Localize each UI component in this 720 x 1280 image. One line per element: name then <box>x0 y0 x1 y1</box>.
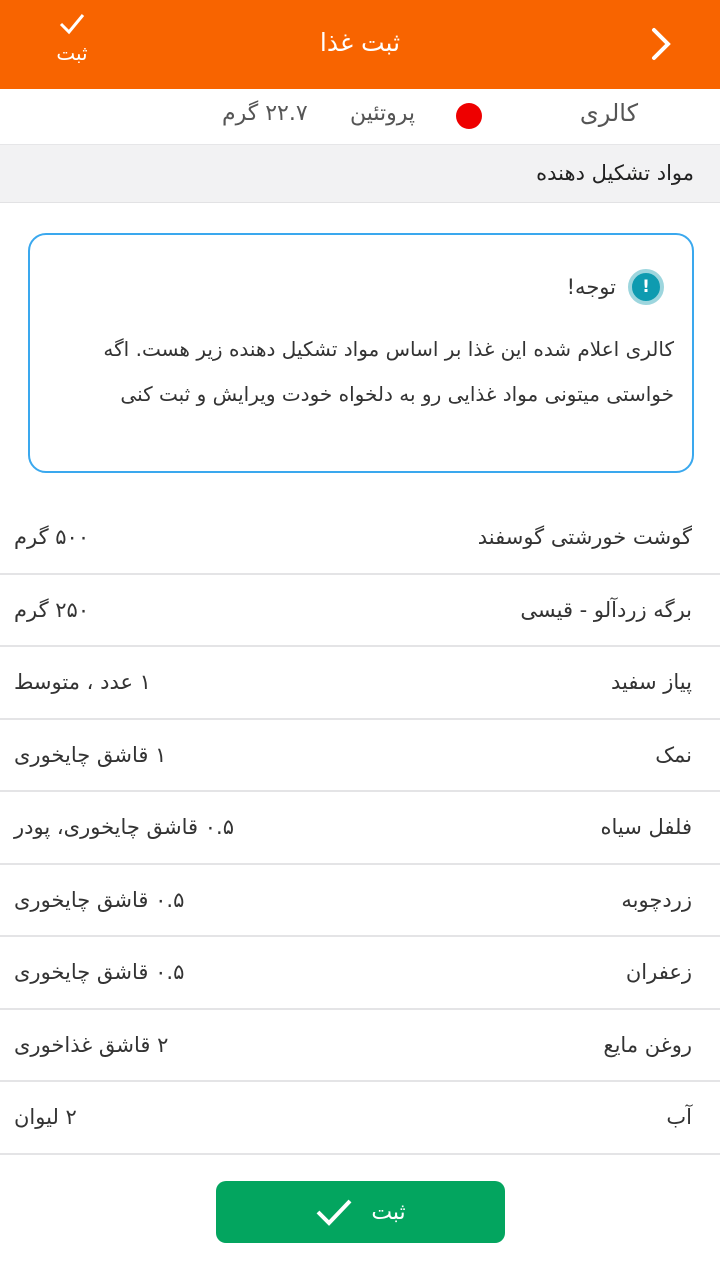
ingredient-name: گوشت خورشتی گوسفند <box>477 525 692 550</box>
calorie-label: کالری <box>579 99 638 127</box>
ingredient-amount: ۰.۵ قاشق چایخوری <box>14 960 185 985</box>
check-icon <box>315 1197 353 1227</box>
ingredient-name: زردچوبه <box>621 887 692 912</box>
ingredient-amount: ۰.۵ قاشق چایخوری، پودر <box>14 815 234 840</box>
ingredient-name: زعفران <box>625 960 692 985</box>
protein-color-dot <box>456 103 482 129</box>
ingredient-amount: ۵۰۰ گرم <box>14 525 90 550</box>
ingredient-name: برگه زردآلو - قیسی <box>520 597 692 622</box>
ingredient-name: پیاز سفید <box>611 670 692 695</box>
protein-label: پروتئین <box>350 101 416 126</box>
ingredient-name: روغن مایع <box>603 1032 692 1057</box>
nutrition-summary <box>0 89 720 145</box>
ingredient-row[interactable] <box>0 792 720 865</box>
ingredient-row[interactable] <box>0 647 720 720</box>
notice-box <box>28 233 694 473</box>
ingredient-amount: ۱ عدد ، متوسط <box>14 670 151 695</box>
check-icon <box>58 12 86 36</box>
header-save-button[interactable] <box>40 12 104 65</box>
submit-label: ثبت <box>371 1199 406 1225</box>
notice-body: کالری اعلام شده این غذا بر اساس مواد تشکیل دهنده زیر هست. اگه خواستی میتونی مواد غذایی رو به دلخواه خودت ویرایش و ثبت کنی <box>103 337 674 406</box>
header-save-label: ثبت <box>56 41 88 65</box>
ingredient-row[interactable] <box>0 1082 720 1155</box>
ingredient-amount: ۰.۵ قاشق چایخوری <box>14 887 185 912</box>
ingredient-row[interactable] <box>0 937 720 1010</box>
ingredient-amount: ۲ قاشق غذاخوری <box>14 1032 169 1057</box>
ingredient-amount: ۲ لیوان <box>14 1105 77 1130</box>
ingredient-row[interactable] <box>0 575 720 648</box>
ingredient-row[interactable] <box>0 720 720 793</box>
ingredient-row[interactable] <box>0 865 720 938</box>
section-title: مواد تشکیل دهنده <box>0 145 720 203</box>
protein-value: ۲۲.۷ گرم <box>222 101 308 126</box>
ingredient-amount: ۲۵۰ گرم <box>14 597 90 622</box>
ingredient-row[interactable] <box>0 1010 720 1083</box>
app-header <box>0 0 720 89</box>
ingredient-name: فلفل سیاه <box>600 815 692 840</box>
ingredient-row[interactable] <box>0 502 720 575</box>
ingredient-name: آب <box>666 1105 692 1130</box>
submit-button[interactable] <box>216 1181 505 1243</box>
page-title: ثبت غذا <box>319 28 401 57</box>
info-exclamation-icon: ! <box>628 269 664 305</box>
notice-title: توجه! <box>566 275 616 299</box>
ingredient-name: نمک <box>655 742 692 767</box>
ingredient-amount: ۱ قاشق چایخوری <box>14 742 167 767</box>
ingredient-list <box>0 502 720 1155</box>
